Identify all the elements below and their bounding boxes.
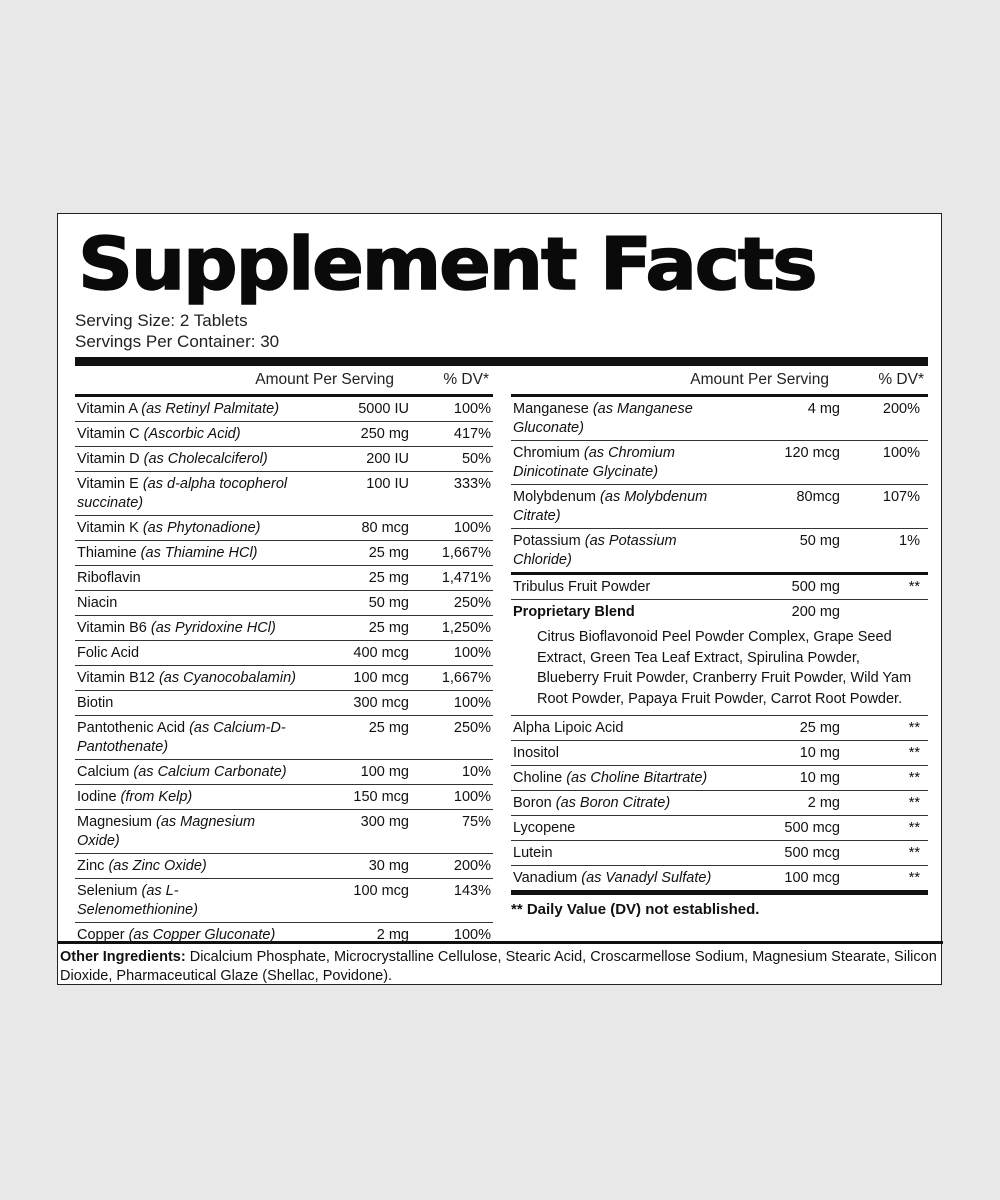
nutrient-name <box>75 694 299 713</box>
nutrient-name <box>75 763 299 782</box>
blend-description: Citrus Bioflavonoid Peel Powder Complex, Grape Seed Extract, Green Tea Leaf Extract, Spirulina Powder, Blueberry Fruit Powder, Cranberry Fruit Powder, Wild Yam Root Powder, Papaya Fruit Powder, Carrot Root Powder. <box>511 624 928 716</box>
nutrient-amount: 10 mg <box>799 745 840 761</box>
nutrient-source: (as Zinc Oxide) <box>108 858 207 874</box>
nutrient-label: Vitamin D <box>77 451 140 467</box>
nutrient-dv: ** <box>908 795 920 811</box>
nutrient-label: Iodine <box>77 789 117 805</box>
nutrient-dv: 417% <box>453 426 491 442</box>
nutrient-amount: 400 mcg <box>353 645 409 661</box>
nutrient-dv: ** <box>908 579 920 595</box>
nutrient-amount: 25 mg <box>368 620 409 636</box>
nutrient-label: Lutein <box>513 845 553 861</box>
nutrient-label: Magnesium <box>77 814 152 830</box>
nutrient-dv: 250% <box>453 595 491 611</box>
nutrient-row <box>75 516 493 541</box>
nutrient-name <box>511 532 720 570</box>
nutrient-name <box>75 475 299 513</box>
right-column-header <box>511 366 928 397</box>
dv-header: % DV* <box>443 371 489 388</box>
nutrient-name <box>75 719 299 757</box>
nutrient-name <box>511 400 720 438</box>
nutrient-row <box>511 485 928 529</box>
nutrient-amount: 25 mg <box>368 570 409 586</box>
nutrient-source: (as Phytonadione) <box>142 520 261 536</box>
nutrient-dv: 75% <box>461 814 491 830</box>
amount-header: Amount Per Serving <box>255 371 394 388</box>
nutrient-source: (as Magnesium Oxide) <box>77 814 256 849</box>
nutrient-label: Folic Acid <box>77 645 140 661</box>
nutrient-dv: 1,471% <box>441 570 491 586</box>
nutrient-source: (Ascorbic Acid) <box>143 426 241 442</box>
nutrient-amount: 50 mg <box>368 595 409 611</box>
other-ingredients-text: Dicalcium Phosphate, Microcrystalline Cellulose, Stearic Acid, Croscarmellose Sodium, Magnesium Stearate, Silicon Dioxide, Pharmaceutical Glaze (Shellac, Povidone). <box>60 949 937 984</box>
nutrient-dv: ** <box>908 770 920 786</box>
nutrient-row <box>511 397 928 441</box>
nutrient-row <box>75 879 493 923</box>
other-ingredients-label: Other Ingredients: <box>60 949 186 965</box>
right-rows-bottom <box>511 716 928 890</box>
nutrient-amount: 100 mcg <box>784 870 840 886</box>
nutrient-row <box>75 566 493 591</box>
nutrient-row <box>75 785 493 810</box>
nutrient-source: (as Vanadyl Sulfate) <box>581 870 712 886</box>
nutrient-label: Potassium <box>513 533 581 549</box>
nutrient-label: Molybdenum <box>513 489 597 505</box>
nutrient-dv: ** <box>908 820 920 836</box>
nutrient-label: Vanadium <box>513 870 578 886</box>
nutrient-source: (as Calcium-D-Pantothenate) <box>77 720 286 755</box>
nutrient-name <box>75 882 299 920</box>
blend-row <box>511 600 928 624</box>
nutrient-name <box>75 857 299 876</box>
nutrient-name <box>75 519 299 538</box>
nutrient-name <box>75 400 299 419</box>
nutrient-name <box>511 444 720 482</box>
top-divider <box>75 357 928 366</box>
nutrient-label: Choline <box>513 770 563 786</box>
nutrient-source: (as Copper Gluconate) <box>128 927 276 943</box>
nutrient-dv: 50% <box>461 451 491 467</box>
nutrient-source: (as Boron Citrate) <box>555 795 671 811</box>
nutrient-name <box>75 619 299 638</box>
dv-footnote: ** Daily Value (DV) not established. <box>511 890 928 918</box>
nutrient-label: Alpha Lipoic Acid <box>513 720 624 736</box>
nutrient-amount: 100 mg <box>360 764 409 780</box>
nutrient-dv: 1,667% <box>441 670 491 686</box>
nutrient-row <box>75 760 493 785</box>
other-ingredients <box>58 941 943 986</box>
nutrient-dv: 200% <box>882 401 920 417</box>
nutrient-amount: 300 mcg <box>353 695 409 711</box>
nutrient-source: (as Molybdenum Citrate) <box>513 489 708 524</box>
nutrient-row <box>75 810 493 854</box>
nutrient-label: Niacin <box>77 595 118 611</box>
nutrient-dv: 143% <box>453 883 491 899</box>
nutrient-label: Thiamine <box>77 545 137 561</box>
nutrient-source: (as Chromium Dinicotinate Glycinate) <box>513 445 675 480</box>
nutrient-row <box>75 666 493 691</box>
nutrient-row <box>511 866 928 890</box>
blend-amount: 200 mg <box>791 604 840 620</box>
nutrient-amount: 100 mcg <box>353 670 409 686</box>
nutrient-name <box>511 744 720 763</box>
nutrient-source: (as Retinyl Palmitate) <box>141 401 280 417</box>
nutrient-amount: 10 mg <box>799 770 840 786</box>
panel-title: Supplement Facts <box>78 222 816 306</box>
nutrient-amount: 150 mcg <box>353 789 409 805</box>
nutrient-amount: 120 mcg <box>784 445 840 461</box>
nutrient-amount: 2 mg <box>807 795 840 811</box>
nutrient-dv: ** <box>908 745 920 761</box>
right-column <box>511 366 928 918</box>
nutrient-name <box>75 644 299 663</box>
nutrient-amount: 25 mg <box>799 720 840 736</box>
nutrient-row <box>75 641 493 666</box>
nutrient-label: Vitamin C <box>77 426 140 442</box>
nutrient-row <box>511 741 928 766</box>
nutrient-name <box>75 813 299 851</box>
nutrient-amount: 4 mg <box>807 401 840 417</box>
serving-info <box>75 310 279 352</box>
nutrient-row <box>75 716 493 760</box>
nutrient-row <box>511 766 928 791</box>
nutrient-row <box>511 791 928 816</box>
nutrient-dv: 107% <box>882 489 920 505</box>
nutrient-label: Vitamin B6 <box>77 620 147 636</box>
amount-header: Amount Per Serving <box>690 371 829 388</box>
nutrient-name <box>511 794 720 813</box>
nutrient-amount: 300 mg <box>360 814 409 830</box>
nutrient-row <box>75 472 493 516</box>
nutrient-dv: ** <box>908 720 920 736</box>
nutrient-row <box>75 591 493 616</box>
nutrient-label: Zinc <box>77 858 105 874</box>
nutrient-name <box>75 450 299 469</box>
nutrient-source: (as Choline Bitartrate) <box>566 770 708 786</box>
nutrient-amount: 50 mg <box>799 533 840 549</box>
nutrient-label: Lycopene <box>513 820 576 836</box>
nutrient-dv: 100% <box>453 789 491 805</box>
nutrient-label: Biotin <box>77 695 114 711</box>
nutrient-amount: 25 mg <box>368 720 409 736</box>
nutrient-row <box>75 422 493 447</box>
nutrient-label: Chromium <box>513 445 580 461</box>
nutrient-name <box>75 544 299 563</box>
nutrient-row <box>75 616 493 641</box>
nutrient-dv: 1% <box>899 533 920 549</box>
nutrient-label: Selenium <box>77 883 138 899</box>
nutrient-dv: 1,667% <box>441 545 491 561</box>
nutrient-label: Manganese <box>513 401 589 417</box>
nutrient-row <box>75 854 493 879</box>
nutrient-dv: 100% <box>453 645 491 661</box>
nutrient-source: (as Pyridoxine HCl) <box>150 620 276 636</box>
nutrient-label: Vitamin A <box>77 401 138 417</box>
nutrient-row <box>75 541 493 566</box>
nutrient-name: Tribulus Fruit Powder <box>513 579 651 595</box>
nutrient-dv: 100% <box>453 695 491 711</box>
nutrient-dv: 200% <box>453 858 491 874</box>
nutrient-source: (as Thiamine HCl) <box>140 545 258 561</box>
nutrient-name <box>75 669 299 688</box>
nutrient-amount: 5000 IU <box>358 401 409 417</box>
nutrient-name <box>75 594 299 613</box>
nutrient-dv: 100% <box>453 927 491 943</box>
nutrient-dv: 250% <box>453 720 491 736</box>
nutrient-amount: 500 mcg <box>784 845 840 861</box>
nutrient-amount: 30 mg <box>368 858 409 874</box>
nutrient-row <box>75 447 493 472</box>
nutrient-amount: 80 mcg <box>361 520 409 536</box>
nutrient-row <box>511 716 928 741</box>
nutrient-amount: 100 IU <box>366 476 409 492</box>
nutrient-label: Vitamin E <box>77 476 139 492</box>
servings-per-container: Servings Per Container: 30 <box>75 332 280 351</box>
nutrient-label: Vitamin B12 <box>77 670 155 686</box>
left-column <box>75 366 493 947</box>
nutrient-source: (as Cyanocobalamin) <box>158 670 296 686</box>
nutrient-source: (as Manganese Gluconate) <box>513 401 693 436</box>
nutrient-name <box>511 869 720 888</box>
nutrient-label: Riboflavin <box>77 570 141 586</box>
nutrient-source: (as d-alpha tocopherol succinate) <box>77 476 288 511</box>
nutrient-label: Pantothenic Acid <box>77 720 186 736</box>
supplement-facts-panel <box>57 213 942 985</box>
nutrient-label: Boron <box>513 795 552 811</box>
nutrient-source: (as L-Selenomethionine) <box>77 883 198 918</box>
nutrient-amount: 500 mg <box>791 579 840 595</box>
nutrient-name <box>511 844 720 863</box>
nutrient-amount: 100 mcg <box>353 883 409 899</box>
nutrient-source: (as Potassium Chloride) <box>513 533 677 568</box>
nutrient-dv: 100% <box>453 520 491 536</box>
nutrient-row <box>511 841 928 866</box>
left-column-header <box>75 366 493 397</box>
nutrient-dv: 333% <box>453 476 491 492</box>
nutrient-dv: ** <box>908 870 920 886</box>
blend-name: Proprietary Blend <box>513 604 635 620</box>
nutrient-name <box>511 819 720 838</box>
nutrient-dv: ** <box>908 845 920 861</box>
nutrient-amount: 25 mg <box>368 545 409 561</box>
right-rows-top <box>511 397 928 575</box>
nutrient-amount: 250 mg <box>360 426 409 442</box>
serving-size: Serving Size: 2 Tablets <box>75 311 248 330</box>
nutrient-dv: 10% <box>461 764 491 780</box>
tribulus-row <box>511 575 928 600</box>
nutrient-amount: 500 mcg <box>784 820 840 836</box>
nutrient-label: Vitamin K <box>77 520 139 536</box>
nutrient-name <box>511 719 720 738</box>
nutrient-row <box>75 691 493 716</box>
nutrient-row <box>511 441 928 485</box>
nutrient-amount: 200 IU <box>366 451 409 467</box>
nutrient-name <box>75 569 299 588</box>
nutrient-name <box>75 425 299 444</box>
nutrient-amount: 2 mg <box>376 927 409 943</box>
nutrient-label: Copper <box>77 927 125 943</box>
nutrient-label: Calcium <box>77 764 130 780</box>
nutrient-dv: 100% <box>453 401 491 417</box>
nutrient-name <box>511 488 720 526</box>
nutrient-name <box>511 769 720 788</box>
nutrient-row <box>511 529 928 575</box>
dv-header: % DV* <box>878 371 924 388</box>
nutrient-source: (as Cholecalciferol) <box>143 451 268 467</box>
nutrient-row <box>511 816 928 841</box>
nutrient-dv: 100% <box>882 445 920 461</box>
nutrient-row <box>75 397 493 422</box>
nutrient-source: (from Kelp) <box>120 789 193 805</box>
nutrient-dv: 1,250% <box>441 620 491 636</box>
nutrient-label: Inositol <box>513 745 559 761</box>
left-rows <box>75 397 493 947</box>
nutrient-name <box>75 788 299 807</box>
nutrient-amount: 80mcg <box>796 489 840 505</box>
nutrient-source: (as Calcium Carbonate) <box>133 764 287 780</box>
blend-dv <box>840 603 928 622</box>
